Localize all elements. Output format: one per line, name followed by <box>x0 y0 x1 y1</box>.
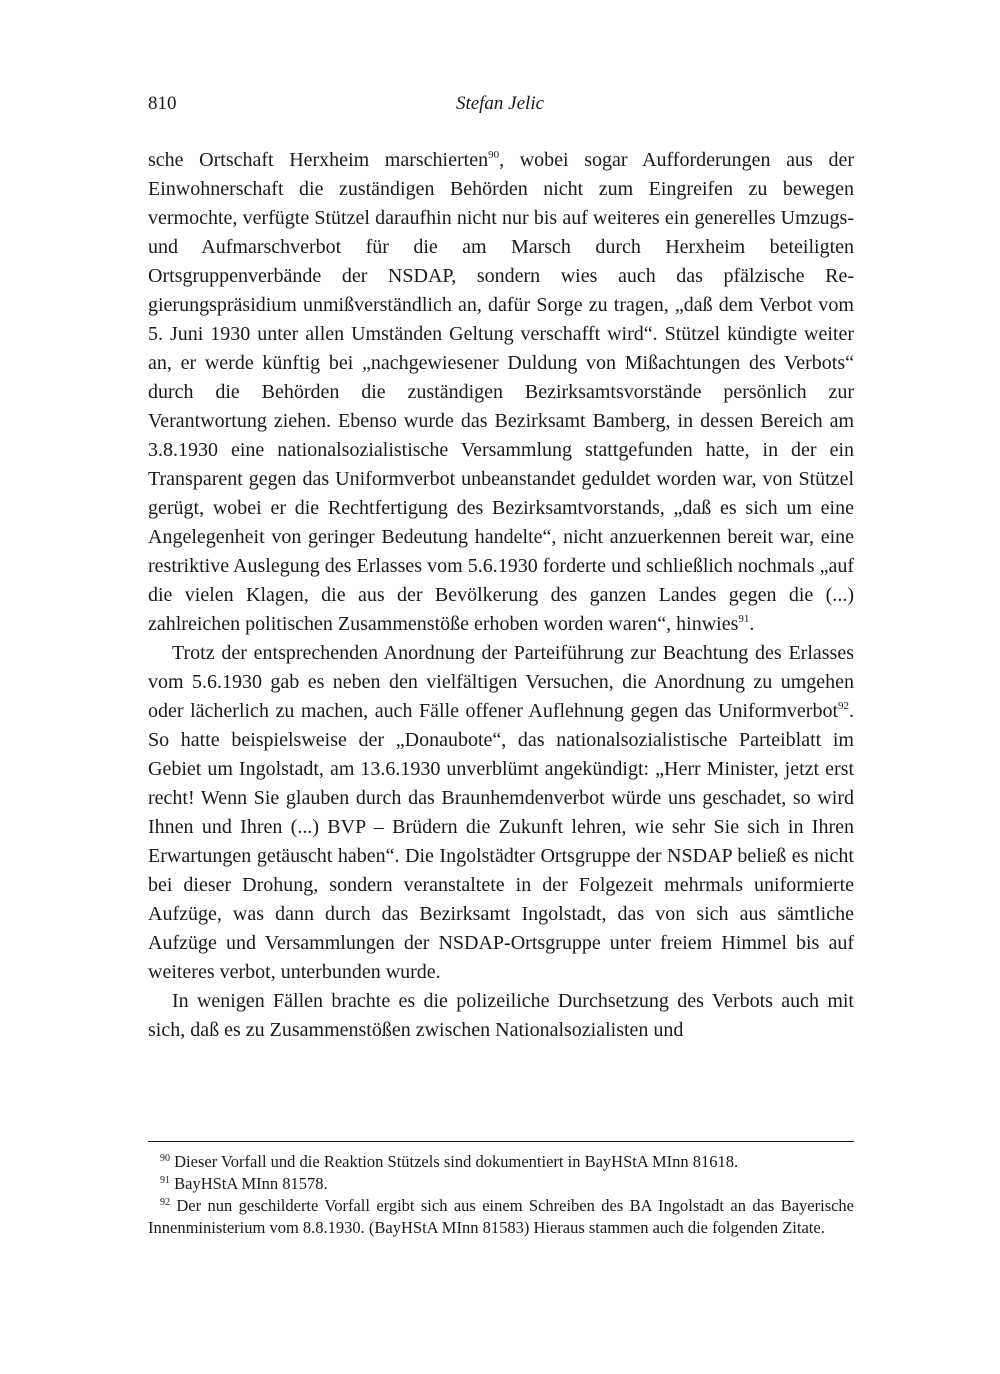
footnote-reference-92: 92 <box>838 700 849 712</box>
footnote-number: 91 <box>160 1175 170 1186</box>
paragraph-2-part-2: . So hatte beispielsweise der „Donaubote“, das nationalsozialistische Parteiblatt im Gebiet um Ingolstadt, am 13.6.1930 unverblümt angekündigt: „Herr Minister, jetzt erst recht! Wenn Sie glauben durch das Braunhemdenverbot würde uns geschadet, so wird Ihnen und Ihren (...) BVP – Brüdern die Zukunft lehren, wie sehr Sie sich in Ihren Erwartungen getäuscht haben“. Die Ingolstädter Ortsgruppe der NSDAP beließ es nicht bei dieser Drohung, sondern veranstaltete in der Folgezeit mehrmals uniformierte Aufzüge, was dann durch das Bezirksamt Ingolstadt, das von sich aus sämtliche Aufzüge und Versammlungen der NSDAP-Ortsgruppe unter freiem Himmel bis auf weiteres verbot, unterbunden wurde. <box>148 700 854 983</box>
footnote-text: Der nun geschilderte Vorfall ergibt sich aus einem Schreiben des BA Ingolstadt an das Bayerische Innenministerium vom 8.8.1930. (BayHStA MInn 81583) Hieraus stammen auch die folgenden Zitate. <box>148 1196 855 1237</box>
footnote-text: BayHStA MInn 81578. <box>174 1174 328 1193</box>
footnote-number: 92 <box>160 1197 170 1208</box>
main-text <box>148 146 854 1045</box>
footnote-reference-91: 91 <box>738 613 750 625</box>
paragraph-1-part-3: . <box>749 613 755 635</box>
footnote <box>148 1151 854 1173</box>
footnote-reference-90: 90 <box>488 149 500 161</box>
footnote-text: Dieser Vorfall und die Reaktion Stützels sind dokumentiert in BayHStA MInn 81618. <box>174 1152 739 1171</box>
paragraph-1-part-1: sche Ortschaft Herxheim marschierten <box>148 149 489 171</box>
paragraph-2-part-1: Trotz der entsprechenden Anordnung der Parteiführung zur Beachtung des Erlasses vom 5.6.1930 gab es neben den vielfältigen Versuchen, die Anordnung zu umgehen oder lächerlich zu machen, auch Fälle offener Auflehnung gegen das Uniformverbot <box>148 642 854 722</box>
paragraph-2 <box>148 639 854 987</box>
footnote <box>148 1173 854 1195</box>
footnotes <box>148 1151 854 1239</box>
paragraph-1 <box>148 146 854 639</box>
footnote-divider <box>148 1141 854 1142</box>
paragraph-1-part-2: , wobei sogar Aufforderungen aus der Einwohnerschaft die zuständigen Behörden nicht zum Eingreifen zu bewegen vermochte, verfügte Stützel daraufhin nicht nur bis auf weiteres ein generelles Umzugs- und Aufmarschverbot für die am Marsch durch Herxheim beteiligten Ortsgruppenverbände der NSDAP, sondern wies auch das pfälzische Regierungspräsidium unmißverständlich an, dafür Sorge zu tragen, „daß dem Verbot vom 5. Juni 1930 unter allen Umständen Geltung verschafft wird“. Stützel kündigte weiter an, er werde künftig bei „nachgewiesener Duldung von Mißachtungen des Verbots“ durch die Behörden die zuständigen Bezirksamtsvorstände persönlich zur Verantwortung ziehen. Ebenso wurde das Bezirksamt Bamberg, in dessen Bereich am 3.8.1930 eine nationalsozialistische Versammlung stattgefunden hatte, in der ein Transparent gegen das Uniformverbot unbeanstandet geduldet worden war, von Stützel gerügt, wobei er die Rechtfertigung des Bezirksamtvorstands, „daß es sich um eine Angelegenheit von geringer Bedeutung handelte“, nicht anzuerkennen bereit war, eine restriktive Auslegung des Erlasses vom 5.6.1930 forderte und schließlich nochmals „auf die vielen Klagen, die aus der Bevölkerung des ganzen Landes gegen die (...) zahlreichen politischen Zusammenstöße erhoben worden waren“, hinwies <box>148 149 854 635</box>
footnote <box>148 1195 854 1239</box>
running-head: Stefan Jelic <box>455 93 545 114</box>
footnote-number: 90 <box>160 1153 170 1164</box>
page-number: 810 <box>148 93 177 114</box>
paragraph-3: In wenigen Fällen brachte es die polizeiliche Durchsetzung des Verbots auch mit sich, daß es zu Zusammenstößen zwischen Nationalsozialisten und <box>148 990 854 1041</box>
